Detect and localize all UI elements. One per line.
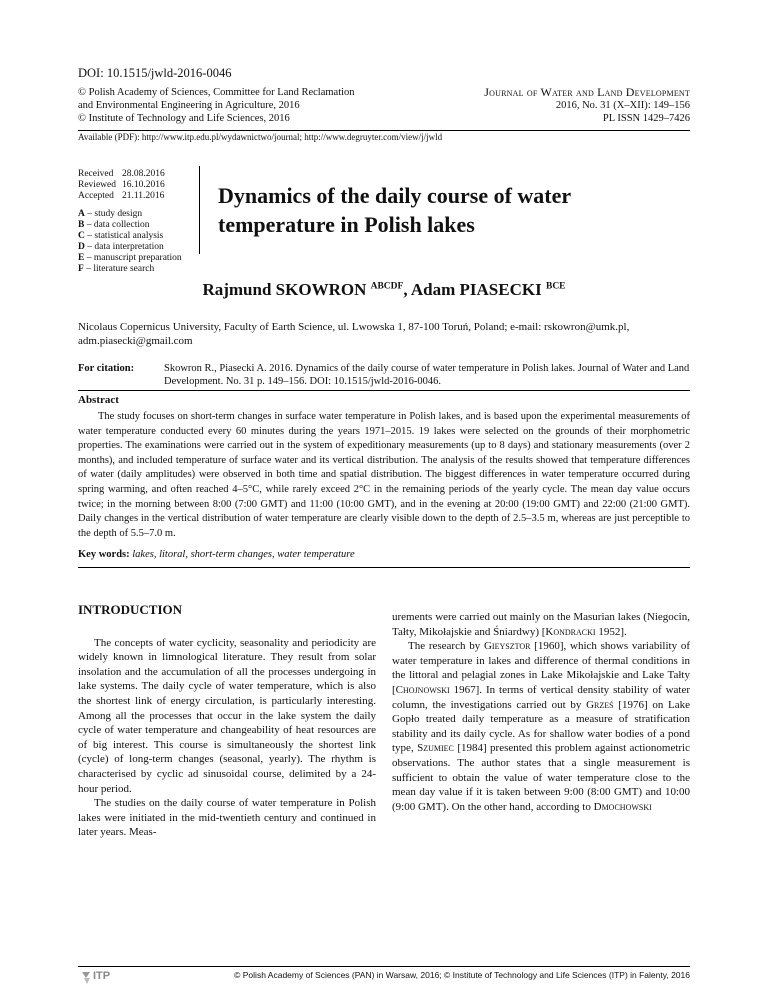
author-line — [0, 280, 768, 300]
publisher-line: © Polish Academy of Sciences, Committee for Land Reclamation — [78, 87, 355, 98]
citation-ref: Kondracki — [545, 625, 596, 638]
contribution-code: D — [78, 242, 85, 252]
itp-logo-text: ITP — [93, 970, 111, 982]
contribution-item — [78, 231, 182, 242]
section-heading-introduction: INTRODUCTION — [78, 602, 183, 617]
keywords-value: lakes, litoral, short-term changes, water temperature — [132, 549, 355, 560]
date-value: 28.08.2016 — [122, 169, 165, 179]
vertical-divider — [199, 166, 200, 254]
abstract-divider — [78, 390, 690, 391]
abstract-heading: Abstract — [78, 394, 119, 406]
keywords-line — [78, 549, 690, 560]
left-column — [78, 603, 376, 840]
publisher-line: © Institute of Technology and Life Sciences, 2016 — [78, 113, 290, 124]
article-title: Dynamics of the daily course of water temperature in Polish lakes — [218, 183, 571, 237]
doi-line: DOI: 10.1515/jwld-2016-0046 — [78, 66, 232, 80]
date-value: 21.11.2016 — [122, 191, 165, 201]
contribution-item — [78, 209, 182, 220]
contribution-item — [78, 264, 182, 275]
article-dates — [78, 169, 171, 202]
publisher-info — [78, 86, 355, 125]
author-roles: ABCDF — [370, 281, 404, 292]
contribution-code: F — [78, 264, 84, 274]
keywords-divider — [78, 567, 690, 568]
contribution-text: – data interpretation — [84, 242, 164, 252]
text-run: [1960], which shows variability of water temperature in lakes and difference of thermal conditions in the littoral and pelagial zones in Lake Mikołajskie and Lake Tałty [ — [392, 640, 690, 696]
paragraph: The concepts of water cyclicity, seasonality and periodicity are widely known in limnological literature. They result from solar insolation and the accumulation of all the processes undergoing in lake systems. The daily cycle of water temperature, which is also the shortest link of energy circulation, is particularly interesting. Among all the processes that occur in the lake system the daily cycle of water temperature and changeability of heat resources are of big interest. This course is simultaneously the shortest link (cycle) of long-term changes (seasonal, yearly). The rhythm is characterised by cyclic ad sinusoidal course, delimited by a 24-hour period. — [78, 636, 376, 795]
footer-copyright: © Polish Academy of Sciences (PAN) in Warsaw, 2016; © Institute of Technology and Life Sciences (ITP) in Falenty, 2016 — [234, 970, 690, 980]
text-run: 1952]. — [595, 625, 627, 638]
footer-divider — [78, 966, 690, 967]
contribution-text: – manuscript preparation — [84, 253, 182, 263]
paragraph: The studies on the daily course of water temperature in Polish lakes were initiated in the mid-twentieth century and continued in later years. Meas- — [78, 797, 376, 839]
contribution-text: – statistical analysis — [84, 231, 164, 241]
text-run: The research by — [408, 640, 484, 653]
citation-ref: Grześ — [586, 698, 614, 711]
citation-label: For citation: — [78, 363, 135, 374]
paragraph — [392, 610, 690, 639]
affiliation: Nicolaus Copernicus University, Faculty of Earth Science, ul. Lwowska 1, 87-100 Toruń, Poland; e-mail: rskowron@umk.pl, adm.piasecki@gmail.com — [78, 321, 630, 347]
author-name: Adam PIASECKI — [410, 280, 542, 299]
contribution-item — [78, 242, 182, 253]
citation-ref: Gieysztor — [483, 640, 531, 653]
abstract-text: The study focuses on short-term changes in surface water temperature in Polish lakes, and is based upon the experimental measurements of water temperature conducted every 60 minutes during the years 1971–2015. 19 lakes were selected on the grounds of their morphometric properties. The examinations were carried out in the system of expeditionary measurements (up to 8 days) and stationary measurements (over 2 months), and included temperature of surface water and its vertical distribution. The analysis of the results showed that temperature differences of water (daily amplitudes) were observed in both time and spatial distribution. The biggest differences in water temperature occurred during spring warming, and often reached 4–5°C, while rarely exceed 2°C in the remaining periods of the yearly cycle. The mean day value occurs twice; in the morning between 8:00 (7:00 GMT) and 11:00 (10:00 GMT), and in the evening at 20:00 (19:00 GMT) and 22:00 (21:00 GMT). Daily changes in the vertical distribution of water temperature are clearly visible down to the depth of 2.5–3.5 m, whereas are just perceptible to the depth of 5.5–7.0 m. — [78, 411, 690, 539]
contribution-legend — [78, 209, 182, 275]
journal-name: Journal of Water and Land Development — [484, 85, 690, 99]
date-label: Reviewed — [78, 180, 116, 190]
contribution-item — [78, 253, 182, 264]
contribution-code: E — [78, 253, 85, 263]
journal-issn: PL ISSN 1429–7426 — [602, 113, 690, 124]
journal-info — [484, 86, 690, 125]
contribution-text: – literature search — [83, 264, 155, 274]
citation-ref: Chojnowski — [395, 683, 450, 696]
availability-line: Available (PDF): http://www.itp.edu.pl/wydawnictwo/journal; http://www.degruyter.com/view/j/jwld — [78, 132, 443, 142]
citation-block — [78, 362, 690, 388]
contribution-code: A — [78, 209, 85, 219]
header-divider — [78, 130, 690, 131]
contribution-text: – data collection — [84, 220, 150, 230]
date-label: Received — [78, 169, 114, 179]
citation-text: Skowron R., Piasecki A. 2016. Dynamics of the daily course of water temperature in Polish lakes. Journal of Water and Land Development. No. 31 p. 149–156. DOI: 10.1515/jwld-2016-0046. — [164, 363, 690, 387]
publisher-line: and Environmental Engineering in Agriculture, 2016 — [78, 100, 300, 111]
contribution-code: C — [78, 231, 85, 241]
right-column — [392, 610, 690, 814]
author-separator: , — [403, 280, 411, 299]
date-label: Accepted — [78, 191, 114, 201]
contribution-text: – study design — [84, 209, 143, 219]
text-run: urements were carried out mainly on the Masurian lakes (Niegocin, Tałty, Mikołajskie and Śniardwy) [ — [392, 611, 690, 638]
keywords-label: Key words: — [78, 549, 130, 560]
citation-ref: Dmochowski — [593, 800, 652, 813]
author-name: Rajmund SKOWRON — [202, 280, 367, 299]
journal-issue: 2016, No. 31 (X–XII): 149–156 — [555, 100, 690, 111]
text-run: [1984] presented this problem against actionometric observations. The author states that a single measurement is sufficient to obtain the value of water temperature close to the mean day value if it is taken between 9:00 (8:00 GMT) and 10:00 (9:00 GMT). On the other hand, according to — [392, 742, 690, 813]
author-roles: BCE — [545, 281, 566, 292]
contribution-code: B — [78, 220, 85, 230]
citation-ref: Szumiec — [417, 742, 454, 755]
paragraph — [392, 639, 690, 814]
text-run: [1976] on Lake Gopło treated daily temperature as a measure of stratification stability and its daily cycle. As for shallow water bodies of a pond type, — [392, 698, 690, 755]
contribution-item — [78, 220, 182, 231]
text-run: 1967]. In terms of vertical density stability of water column, the investigations carried out by — [392, 683, 690, 711]
date-value: 16.10.2016 — [122, 180, 165, 190]
